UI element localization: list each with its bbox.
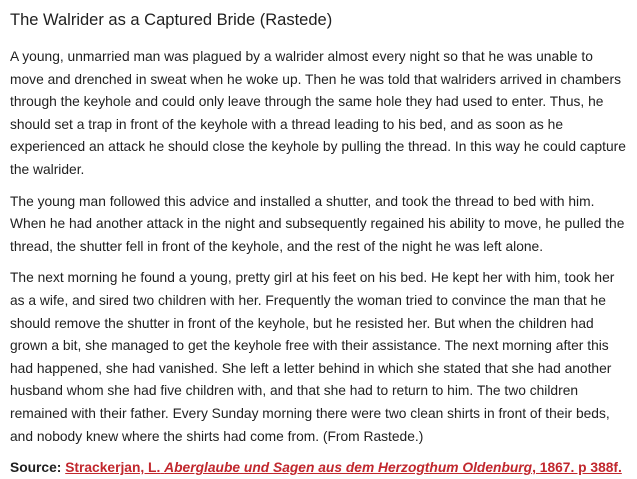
source-label: Source: [10,460,62,476]
paragraph-3: The next morning he found a young, pretty girl at his feet on his bed. He kept her with him, took her as a wife, and sired two children with her. Frequently the woman tried to convince the man that he should remove the shutter in front of the keyhole, but he resisted her. But when the children had grown a bit, she managed to get the keyhole free with their assistance. The next morning after this had happened, she had vanished. She left a letter behind in which she stated that she had another husband whom she had five children with, and that she had to return to him. The two children remained with their father. Every Sunday morning there were two clean shirts in front of their beds, and nobody knew where the shirts had come from. (From Rastede.) [10,270,615,444]
source-link[interactable] [65,460,622,475]
article-title: The Walrider as a Captured Bride (Rastede) [10,11,333,29]
source-details: , 1867. p 388f. [532,460,622,476]
paragraph-1: A young, unmarried man was plagued by a walrider almost every night so that he was unable to move and drenched in sweat when he woke up. Then he was told that walriders arrived in chambers through the keyhole and could only leave through the same hole they had used to enter. Thus, he should set a trap in front of the keyhole with a thread leading to his bed, and as soon as he experienced an attack he should close the keyhole by pulling the thread. In this way he could capture the walrider. [10,49,626,177]
source-author: Strackerjan, L. [65,460,161,476]
paragraph-2: The young man followed this advice and installed a shutter, and took the thread to bed with him. When he had another attack in the night and subsequently regained his ability to move, he pulled the thread, the shutter fell in front of the keyhole, and the rest of the night he was left alone. [10,193,625,254]
source-book-title: Aberglaube und Sagen aus dem Herzogthum Oldenburg [164,460,533,476]
